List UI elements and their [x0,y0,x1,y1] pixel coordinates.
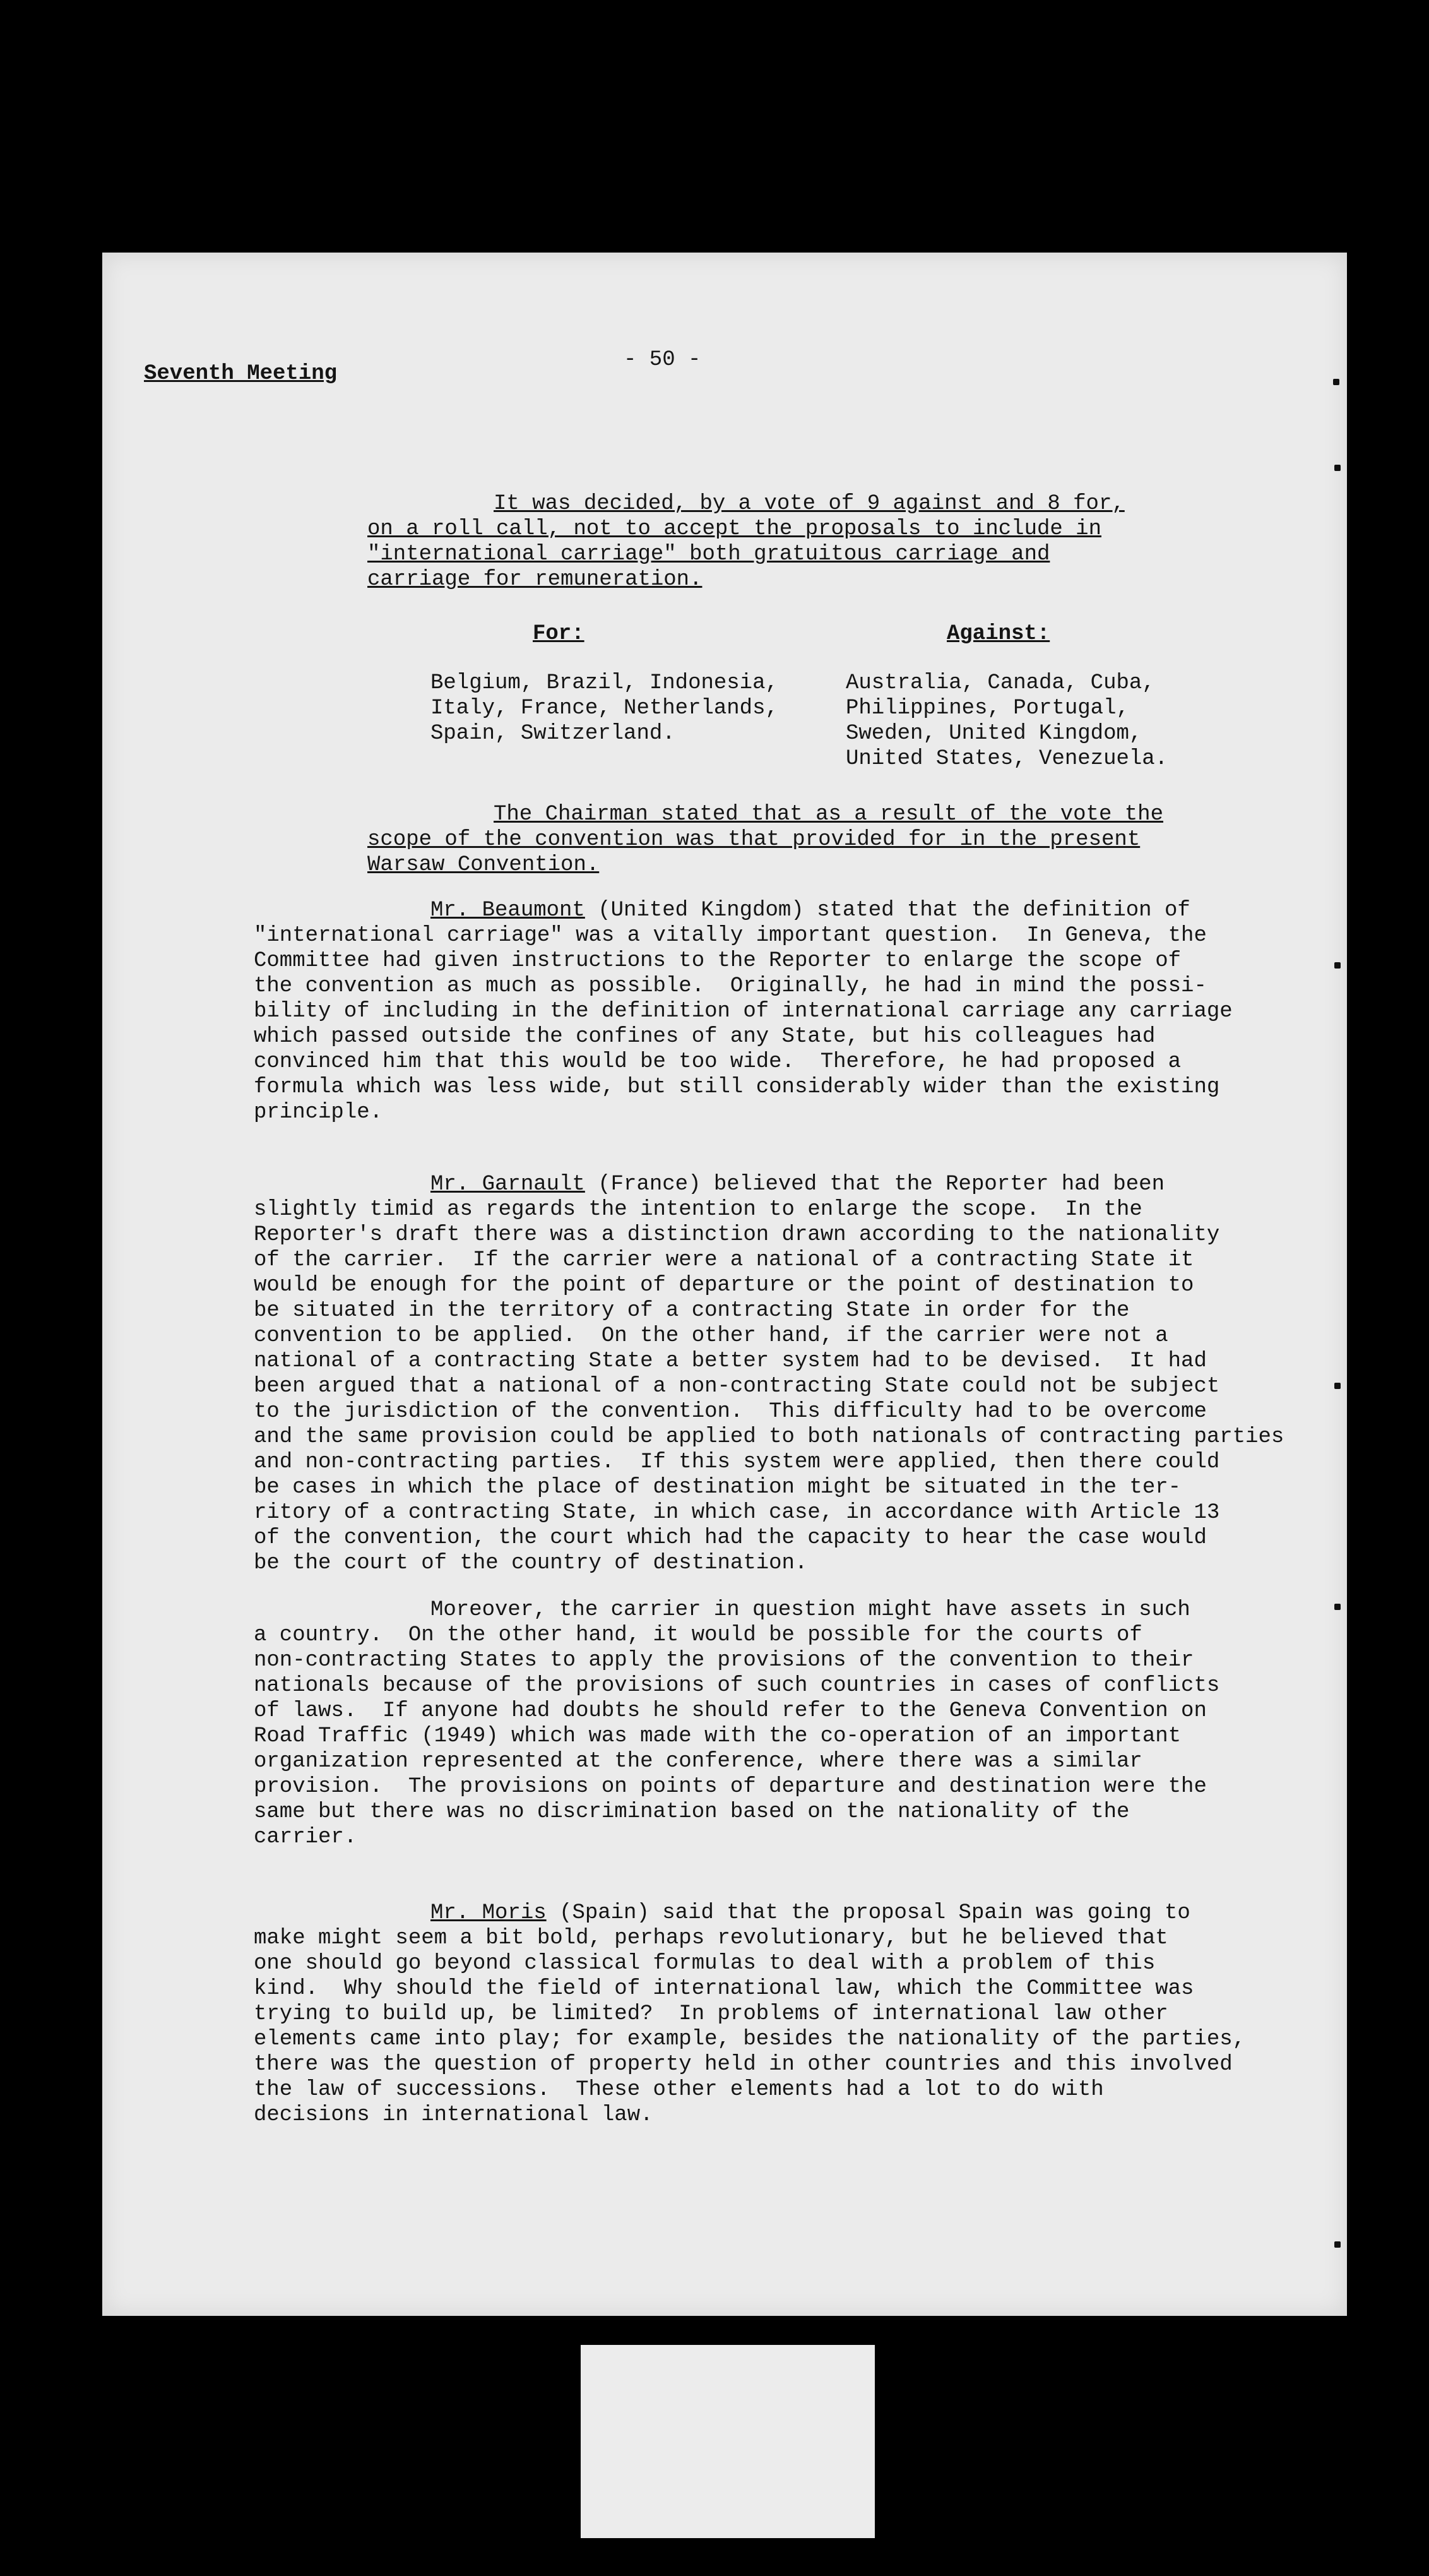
paragraph-line: non-contracting States to apply the provisions of the convention to their [254,1649,1194,1673]
moreover-paragraph [254,1597,1220,1900]
paragraph-line: trying to build up, be limited? In problems of international law other [254,2002,1168,2026]
paragraph-line: formula which was less wide, but still considerably wider than the existing [254,1075,1220,1099]
decision-line: carriage for remuneration. [367,568,703,592]
blank-slip [581,2345,875,2538]
paragraph-line: would be enough for the point of departure or the point of destination to [254,1273,1194,1297]
against-heading: Against: [947,622,1050,646]
paragraph-line: a country. On the other hand, it would be possible for the courts of [254,1623,1142,1647]
decision-line: "international carriage" both gratuitous carriage and [367,542,1050,566]
for-countries-line: Belgium, Brazil, Indonesia, [430,671,778,695]
margin-mark [1334,2241,1341,2248]
paragraph-line: of the carrier. If the carrier were a national of a contracting State it [254,1248,1194,1272]
margin-mark [1334,465,1341,471]
against-countries-line: Australia, Canada, Cuba, [846,671,1155,695]
paragraph-line: and the same provision could be applied to both nationals of contracting parties [254,1425,1284,1449]
decision-line: on a roll call, not to accept the proposals to include in [367,517,1101,541]
paragraph-line: Moreover, the carrier in question might have assets in such [430,1598,1190,1622]
garnault-first-line [430,1172,1165,1197]
decision-line: It was decided, by a vote of 9 against and 8 for, [494,492,1125,516]
paragraph-line: to the jurisdiction of the convention. This difficulty had to be overcome [254,1400,1207,1424]
paragraph-line: and non-contracting parties. If this system were applied, then there could [254,1450,1220,1474]
paragraph-line: ritory of a contracting State, in which case, in accordance with Article 13 [254,1501,1220,1525]
beaumont-first-line [430,898,1190,923]
document-page [102,253,1347,2316]
paragraph-line: Committee had given instructions to the Reporter to enlarge the scope of [254,949,1182,973]
paragraph-line: "international carriage" was a vitally important question. In Geneva, the [254,924,1207,948]
paragraph-line: be situated in the territory of a contracting State in order for the [254,1299,1130,1323]
speaker-name: Mr. Garnault [430,1172,585,1196]
for-countries-line: Italy, France, Netherlands, [430,696,778,720]
margin-mark [1334,1604,1341,1610]
against-countries-line: Sweden, United Kingdom, [846,722,1142,746]
paragraph-line: slightly timid as regards the intention to enlarge the scope. In the [254,1198,1142,1222]
paragraph-text: (France) believed that the Reporter had been [584,1172,1165,1196]
paragraph-line: same but there was no discrimination based on the nationality of the [254,1800,1130,1824]
margin-mark [1334,962,1341,969]
for-countries-line: Spain, Switzerland. [430,722,675,746]
paragraph-line: Road Traffic (1949) which was made with the co-operation of an important [254,1724,1182,1748]
paragraph-line: principle. [254,1100,383,1124]
moris-paragraph [254,1900,1246,2178]
paragraph-line: be the court of the country of destination. [254,1551,808,1575]
paragraph-line: there was the question of property held in other countries and this involved [254,2053,1233,2077]
against-countries-line: Philippines, Portugal, [846,696,1129,720]
paragraph-line: kind. Why should the field of international law, which the Committee was [254,1977,1194,2001]
speaker-name: Mr. Moris [430,1901,547,1925]
paragraph-line: convention to be applied. On the other hand, if the carrier were not a [254,1324,1168,1348]
meeting-heading: Seventh Meeting [144,362,338,386]
paragraph-line: elements came into play; for example, besides the nationality of the parties, [254,2027,1246,2051]
margin-mark [1333,379,1339,385]
moris-first-line [430,1900,1190,1926]
paragraph-line: bility of including in the definition of international carriage any carriage [254,999,1233,1023]
paragraph-line: decisions in international law. [254,2103,653,2127]
paragraph-line: one should go beyond classical formulas to deal with a problem of this [254,1952,1156,1976]
chairman-line: Warsaw Convention. [367,853,600,877]
paragraph-line: Reporter's draft there was a distinction drawn according to the nationality [254,1223,1220,1247]
paragraph-line: nationals because of the provisions of such countries in cases of conflicts [254,1674,1220,1698]
for-heading: For: [533,622,584,646]
paragraph-line: the law of successions. These other elements had a lot to do with [254,2078,1104,2102]
page-number: - 50 - [624,348,701,372]
decision-paragraph [367,491,1125,643]
margin-mark [1334,1383,1341,1389]
chairman-line: The Chairman stated that as a result of the vote the [494,802,1163,826]
paragraph-line: the convention as much as possible. Originally, he had in mind the possi- [254,974,1207,998]
speaker-name: Mr. Beaumont [430,898,585,922]
paragraph-text: (United Kingdom) stated that the definition of [584,898,1190,922]
paragraph-line: been argued that a national of a non-contracting State could not be subject [254,1374,1220,1398]
paragraph-line: make might seem a bit bold, perhaps revolutionary, but he believed that [254,1926,1168,1950]
paragraph-line: carrier. [254,1825,357,1849]
against-countries-line: United States, Venezuela. [846,747,1168,771]
paragraph-line: of laws. If anyone had doubts he should refer to the Geneva Convention on [254,1699,1207,1723]
beaumont-paragraph [254,898,1233,1176]
paragraph-line: which passed outside the confines of any State, but his colleagues had [254,1025,1156,1049]
paragraph-line: of the convention, the court which had the capacity to hear the case would [254,1526,1207,1550]
chairman-line: scope of the convention was that provided for in the present [367,828,1141,852]
paragraph-line: national of a contracting State a better system had to be devised. It had [254,1349,1207,1373]
paragraph-line: organization represented at the conference, where there was a similar [254,1750,1142,1774]
paragraph-line: provision. The provisions on points of departure and destination were the [254,1775,1207,1799]
paragraph-line: convinced him that this would be too wide. Therefore, he had proposed a [254,1050,1182,1074]
paragraph-line: be cases in which the place of destination might be situated in the ter- [254,1476,1182,1500]
paragraph-text: (Spain) said that the proposal Spain was going to [546,1901,1190,1925]
